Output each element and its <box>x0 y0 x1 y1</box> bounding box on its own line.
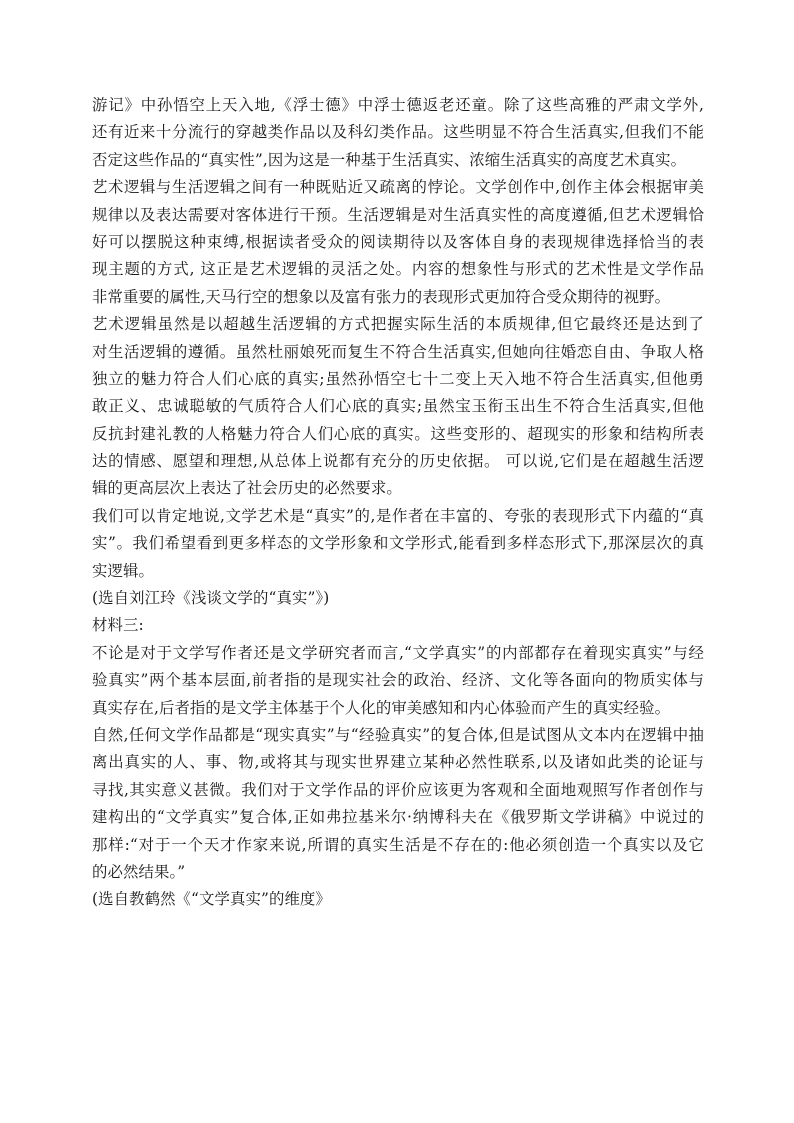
text-line: (选自教鹤然《“文学真实”的维度》 <box>92 890 331 909</box>
paragraph <box>92 886 704 913</box>
text-line: 规律以及表达需要对客体进行干预。生活逻辑是对生活真实性的高度遵循,但艺术逻辑恰 <box>92 205 704 224</box>
text-line: 艺术逻辑与生活逻辑之间有一种既贴近又疏离的悖论。文学创作中,创作主体会根据审美 <box>92 178 704 197</box>
text-line: 实逻辑。 <box>92 561 154 580</box>
paragraph <box>92 722 704 886</box>
text-line: 艺术逻辑虽然是以超越生活逻辑的方式把握实际生活的本质规律,但它最终还是达到了 <box>92 315 704 334</box>
text-line: 那样:“对于一个天才作家来说,所谓的真实生活是不存在的:他必须创造一个真实以及它 <box>92 835 704 854</box>
text-line: 自然,任何文学作品都是“现实真实”与“经验真实”的复合体,但是试图从文本内在逻辑中抽 <box>92 725 704 744</box>
paragraph <box>92 612 704 639</box>
text-line: 辑的更高层次上表达了社会历史的必然要求。 <box>92 479 402 498</box>
text-line: 我们可以肯定地说,文学艺术是“真实”的,是作者在丰富的、夸张的表现形式下内蕴的“真 <box>92 506 704 525</box>
text-line: 敢正义、忠诚聪敏的气质符合人们心底的真实;虽然宝玉衔玉出生不符合生活真实,但他 <box>92 397 704 416</box>
paragraph <box>92 311 704 503</box>
text-line: 对生活逻辑的遵循。虽然杜丽娘死而复生不符合生活真实,但她向往婚恋自由、争取人格 <box>92 342 704 361</box>
text-line: 寻找,其实意义甚微。我们对于文学作品的评价应该更为客观和全面地观照写作者创作与 <box>92 780 704 799</box>
paragraph <box>92 585 704 612</box>
text-line: 游记》中孙悟空上天入地,《浮士德》中浮士德返老还童。除了这些高雅的严肃文学外, <box>92 96 704 114</box>
document-body <box>92 92 704 914</box>
paragraph <box>92 503 704 585</box>
paragraph <box>92 92 704 174</box>
text-line: 离出真实的人、事、物,或将其与现实世界建立某种必然性联系,以及诸如此类的论证与 <box>92 753 704 772</box>
text-line: 验真实”两个基本层面,前者指的是现实社会的政治、经济、文化等各面向的物质实体与 <box>92 671 704 690</box>
text-line: 非常重要的属性,天马行空的想象以及富有张力的表现形式更加符合受众期待的视野。 <box>92 287 671 306</box>
text-line: 材料三: <box>92 616 144 635</box>
text-line: 好可以摆脱这种束缚,根据读者受众的阅读期待以及客体自身的表现规律选择恰当的表 <box>92 232 704 251</box>
text-line: 还有近来十分流行的穿越类作品以及科幻类作品。这些明显不符合生活真实,但我们不能 <box>92 123 704 142</box>
paragraph <box>92 174 704 311</box>
text-line: 反抗封建礼教的人格魅力符合人们心底的真实。这些变形的、超现实的形象和结构所表 <box>92 424 704 443</box>
text-line: 否定这些作品的“真实性”,因为这是一种基于生活真实、浓缩生活真实的高度艺术真实。 <box>92 150 687 169</box>
text-line: 实”。我们希望看到更多样态的文学形象和文学形式,能看到多样态形式下,那深层次的真 <box>92 534 704 553</box>
text-line: 建构出的“文学真实”复合体,正如弗拉基米尔·纳博科夫在《俄罗斯文学讲稿》中说过的 <box>92 808 704 827</box>
text-line: 现主题的方式, 这正是艺术逻辑的灵活之处。内容的想象性与形式的艺术性是文学作品 <box>92 260 704 279</box>
text-line: 独立的魅力符合人们心底的真实;虽然孙悟空七十二变上天入地不符合生活真实,但他勇 <box>92 369 704 388</box>
text-line: 真实存在,后者指的是文学主体基于个人化的审美感知和内心体验而产生的真实经验。 <box>92 698 671 717</box>
text-line: 不论是对于文学写作者还是文学研究者而言,“文学真实”的内部都存在着现实真实”与经 <box>92 643 704 662</box>
text-line: 的必然结果。” <box>92 862 186 881</box>
text-line: 达的情感、愿望和理想,从总体上说都有充分的历史依据。 可以说,它们是在超越生活逻 <box>92 452 704 471</box>
text-line: (选自刘江玲《浅谈文学的“真实”》) <box>92 589 330 608</box>
paragraph <box>92 640 704 722</box>
